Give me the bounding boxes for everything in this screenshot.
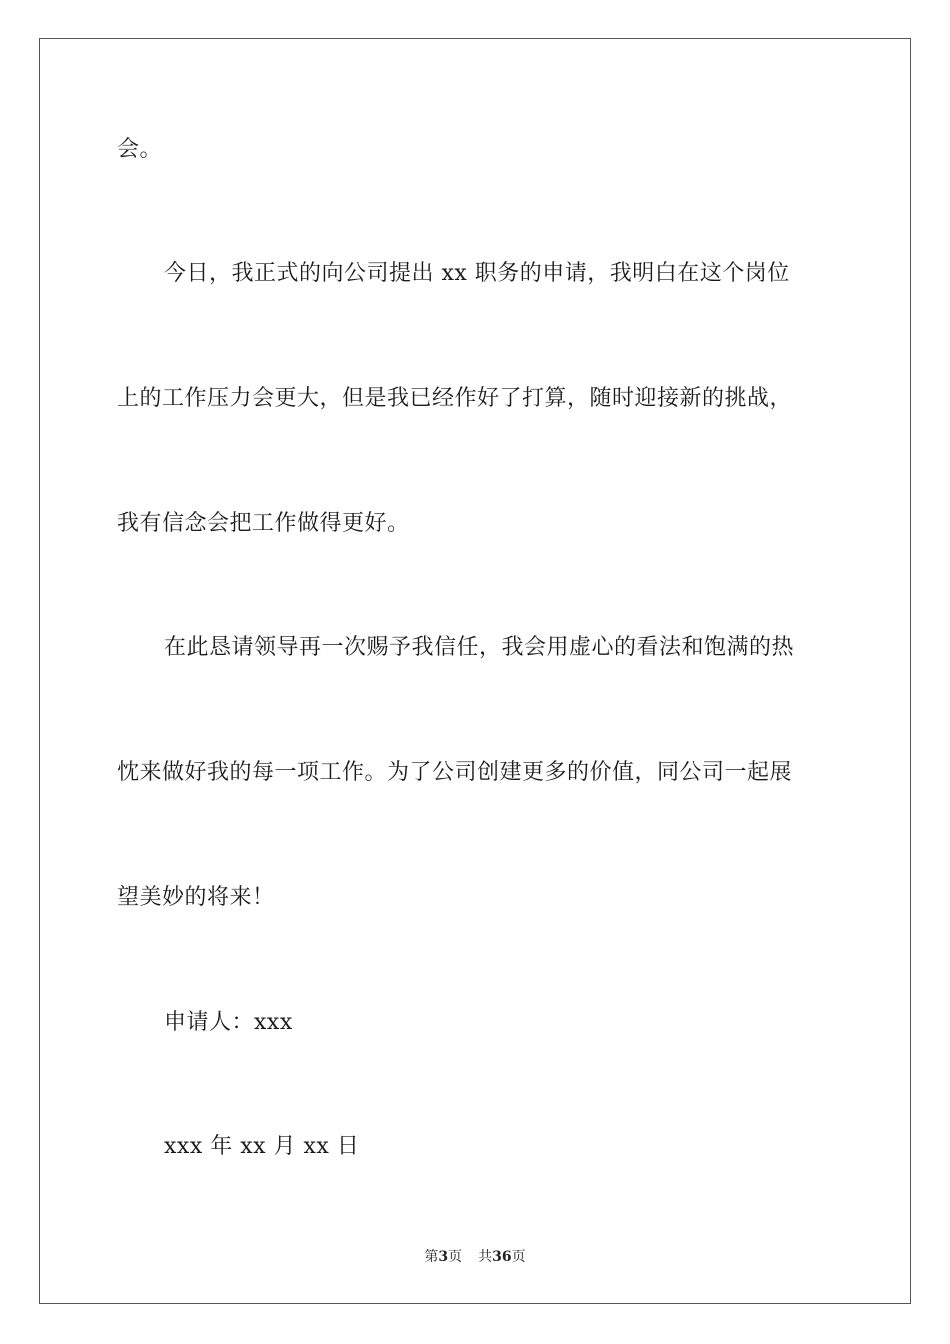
- body-line-5: 在此恳请领导再一次赐予我信任，我会用虚心的看法和饱满的热: [164, 635, 795, 660]
- footer-total-suffix: 页: [511, 1249, 526, 1265]
- footer-total-prefix: 共: [478, 1249, 493, 1265]
- current-page-number: 3: [438, 1249, 449, 1265]
- body-line-6: 忱来做好我的每一项工作。为了公司创建更多的价值，同公司一起展: [117, 760, 793, 785]
- body-line-7: 望美妙的将来！: [117, 885, 275, 910]
- date-line: xxx 年 xx 月 xx 日: [164, 1134, 360, 1159]
- total-pages-number: 36: [492, 1249, 512, 1265]
- page-footer: [0, 1248, 950, 1266]
- body-line-1: 会。: [117, 137, 163, 162]
- body-line-4: 我有信念会把工作做得更好。: [117, 511, 410, 536]
- footer-page-word: 页: [448, 1249, 463, 1265]
- body-line-3: 上的工作压力会更大，但是我已经作好了打算，随时迎接新的挑战，: [117, 386, 793, 411]
- footer-prefix: 第: [424, 1249, 439, 1265]
- applicant-line: 申请人：xxx: [164, 1010, 293, 1035]
- body-line-2: 今日，我正式的向公司提出 xx 职务的申请，我明白在这个岗位: [164, 261, 790, 286]
- page-border: [39, 38, 911, 1304]
